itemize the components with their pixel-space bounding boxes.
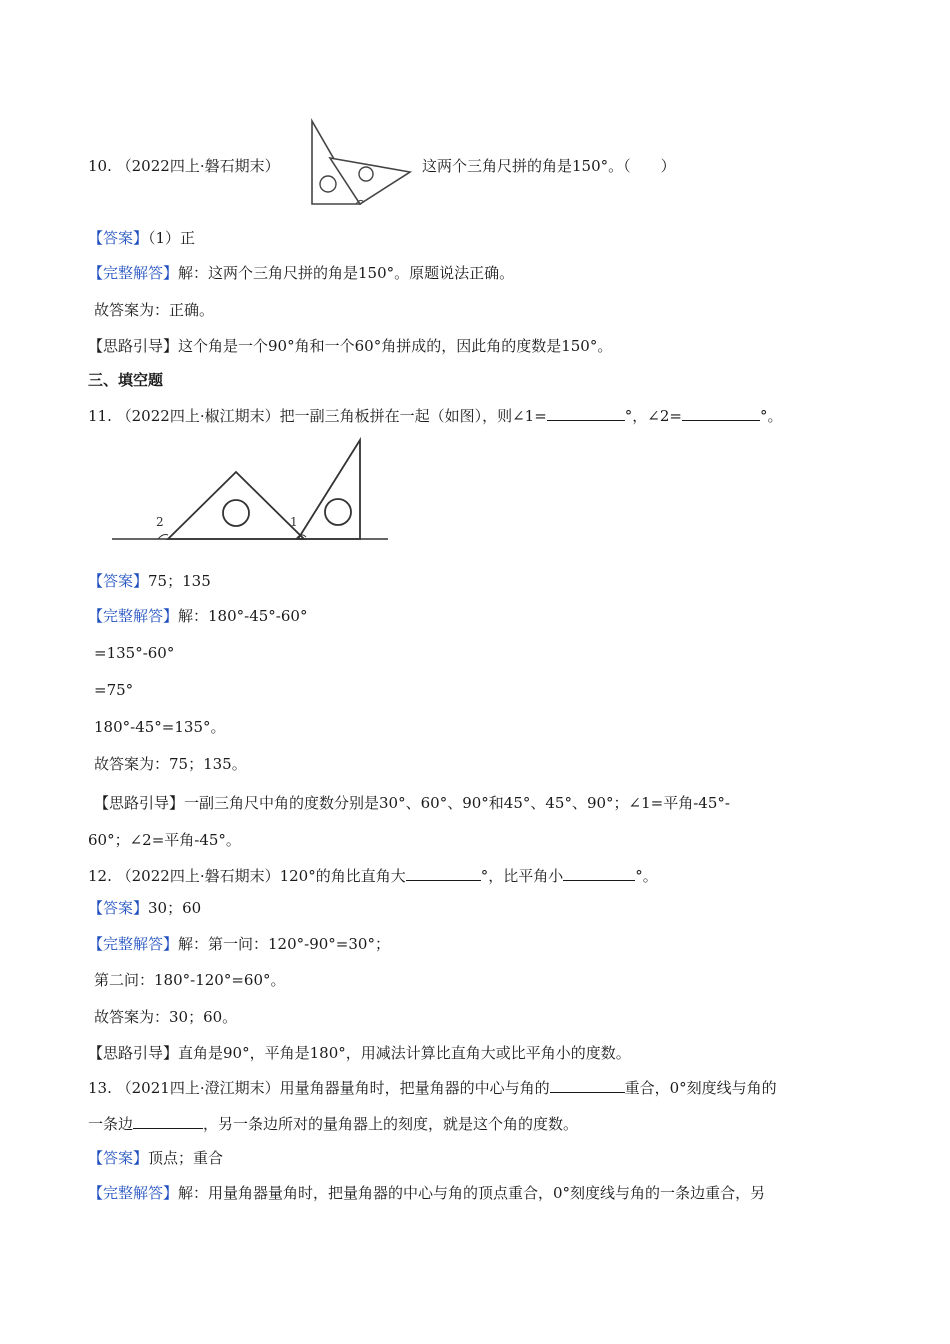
q10-solution [88, 263, 514, 283]
q13-stem-line-2 [88, 1113, 578, 1134]
q10-answer-text: （1）正 [148, 229, 196, 247]
q11-triangle-figure [108, 436, 393, 548]
q13-stem-part4: ，另一条边所对的量角器上的刻度，就是这个角的度数。 [203, 1115, 579, 1133]
q10-solution-tag: 【完整解答】 [88, 264, 179, 282]
q12-answer-text: 30；60 [148, 899, 202, 917]
q12-hint [88, 1043, 631, 1063]
q10-answer-tag: 【答案】 [88, 229, 149, 247]
q11-label-2: 2 [156, 515, 164, 529]
q11-solution-line-1: 解：180°-45°-60° [178, 607, 308, 625]
q13-blank-1[interactable] [550, 1077, 625, 1093]
q11-answer-tag: 【答案】 [88, 572, 149, 590]
q13-stem-part3: 一条边 [88, 1115, 134, 1133]
q11-label-1: 1 [290, 515, 298, 529]
q13-answer-tag: 【答案】 [88, 1149, 149, 1167]
q11-circle-1 [223, 500, 249, 526]
q11-triangle-45 [168, 472, 304, 539]
q11-hint-text: 一副三角尺中角的度数分别是30°、60°、90°和45°、45°、90°；∠1=平角-45°- [184, 794, 730, 812]
q13-stem-part1: 用量角器量角时，把量角器的中心与角的 [279, 1079, 550, 1097]
q11-blank-2[interactable] [682, 405, 760, 421]
q12-stem [88, 865, 658, 886]
q10-statement: 这两个三角尺拼的角是150°。（ ） [422, 157, 676, 175]
q11-solution-line-2: =135°-60° [94, 644, 175, 662]
q10-hint-text: 这个角是一个90°角和一个60°角拼成的，因此角的度数是150°。 [178, 337, 613, 355]
q12-blank-1[interactable] [406, 865, 481, 881]
q11-stem-part2: °，∠2= [624, 407, 682, 425]
q12-number: 12. [88, 867, 112, 885]
q12-solution-line-1: 解：第一问：120°-90°=30°； [178, 935, 390, 953]
q11-stem-part3: °。 [759, 407, 783, 425]
q11-stem-part1: 把一副三角板拼在一起（如图），则∠1= [279, 407, 547, 425]
q10-stem [88, 156, 280, 176]
q12-hint-tag: 【思路引导】 [88, 1044, 179, 1062]
q10-source: （2022四上·磐石期末） [116, 157, 280, 175]
q11-answer [88, 571, 211, 591]
q11-hint-line-2: 60°；∠2=平角-45°。 [88, 831, 241, 849]
q12-stem-part1: 120°的角比直角大 [279, 867, 406, 885]
q11-hint-tag: 【思路引导】 [94, 794, 185, 812]
q10-solution-text: 解：这两个三角尺拼的角是150°。原题说法正确。 [178, 264, 515, 282]
q12-blank-2[interactable] [563, 865, 635, 881]
q11-triangle-30-60 [298, 440, 360, 539]
q12-stem-part3: °。 [635, 867, 658, 885]
q11-hint [94, 793, 730, 813]
q12-answer [88, 898, 201, 918]
q13-number: 13. [88, 1079, 112, 1097]
q11-number: 11. [88, 407, 112, 425]
q10-answer [88, 228, 195, 248]
q10-circle-1 [320, 176, 336, 192]
q13-stem-line-1 [88, 1077, 777, 1098]
q13-answer [88, 1148, 223, 1168]
q10-triangle-small [330, 158, 410, 204]
q11-solution-line-3: =75° [94, 681, 134, 699]
q10-triangle-figure [306, 118, 416, 208]
q11-stem [88, 405, 782, 426]
q13-solution-text: 解：用量角器量角时，把量角器的中心与角的顶点重合，0°刻度线与角的一条边重合，另 [178, 1184, 766, 1202]
q12-solution-line-2: 第二问：180°-120°=60°。 [94, 971, 286, 989]
q12-solution [88, 934, 390, 954]
q11-solution-line-4: 180°-45°=135°。 [94, 718, 226, 736]
q11-blank-1[interactable] [547, 405, 625, 421]
q11-solution [88, 606, 307, 626]
q11-answer-text: 75；135 [148, 572, 211, 590]
q13-solution-tag: 【完整解答】 [88, 1184, 179, 1202]
q12-source: （2022四上·磐石期末） [116, 867, 280, 885]
q12-stem-part2: °，比平角小 [480, 867, 564, 885]
q11-circle-2 [325, 499, 351, 525]
q10-hint-tag: 【思路引导】 [88, 337, 179, 355]
q13-blank-2[interactable] [133, 1113, 203, 1129]
q13-stem-part2: 重合，0°刻度线与角的 [624, 1079, 777, 1097]
q11-solution-line-5: 故答案为：75；135。 [94, 755, 247, 773]
q11-source: （2022四上·椒江期末） [116, 407, 280, 425]
q13-solution [88, 1183, 765, 1203]
q10-number: 10. [88, 157, 112, 175]
q12-solution-tag: 【完整解答】 [88, 935, 179, 953]
q12-hint-text: 直角是90°，平角是180°，用减法计算比直角大或比平角小的度数。 [178, 1044, 631, 1062]
q12-solution-line-3: 故答案为：30；60。 [94, 1008, 238, 1026]
q10-conclusion: 故答案为：正确。 [94, 301, 215, 319]
q12-answer-tag: 【答案】 [88, 899, 149, 917]
q13-source: （2021四上·澄江期末） [116, 1079, 280, 1097]
section-title: 三、填空题 [88, 371, 164, 389]
q10-hint [88, 336, 612, 356]
q11-solution-tag: 【完整解答】 [88, 607, 179, 625]
q13-answer-text: 顶点；重合 [148, 1149, 224, 1167]
